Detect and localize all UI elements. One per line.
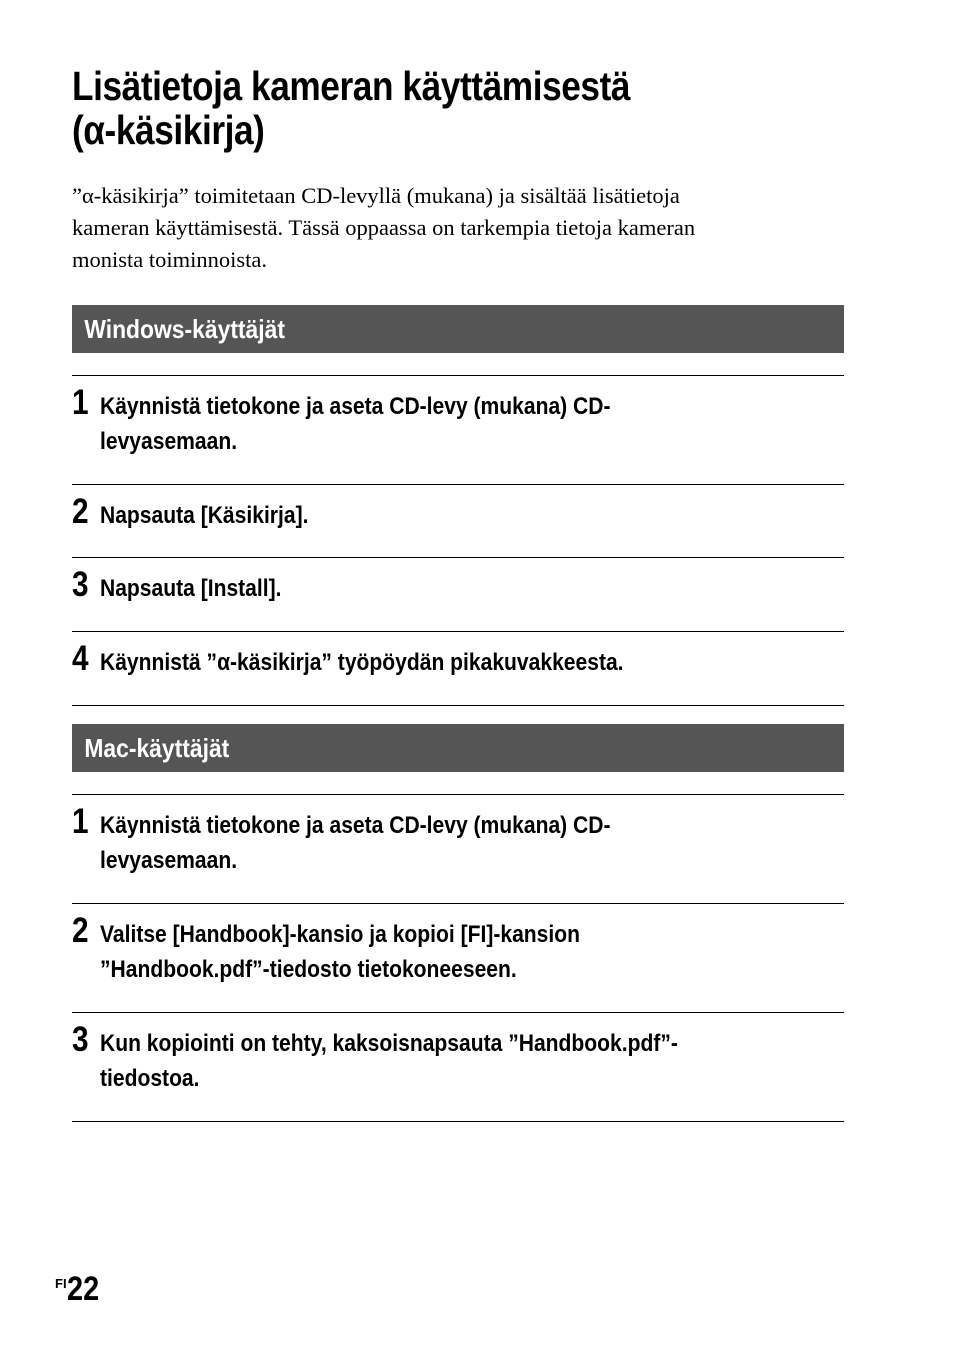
step-number: 2 [72,492,89,531]
page-title-line-1: Lisätietoja kameran käyttämisestä [72,63,631,109]
language-code: FI [55,1276,67,1291]
step-text [100,917,754,987]
step-text-line: levyasemaan. [100,847,238,874]
step-text [100,1026,754,1096]
page-title-line-2: (α-käsikirja) [72,107,265,153]
step-text-line: Napsauta [Käsikirja]. [100,502,309,529]
step-text-line: Kun kopiointi on tehty, kaksoisnapsauta ”Handbook.pdf”- [100,1030,678,1057]
divider [72,1012,844,1013]
section-heading-windows [72,305,844,353]
step-text [100,498,754,533]
step-text [100,571,754,606]
step-number: 2 [72,911,89,950]
page-number [55,1270,104,1309]
page-number-value: 22 [66,1270,99,1308]
section-heading-mac [72,724,844,772]
divider [72,484,844,485]
divider [72,903,844,904]
intro-line-1: ”α-käsikirja” toimitetaan CD-levyllä (mukana) ja sisältää lisätietoja [72,183,680,208]
divider [72,557,844,558]
step-number: 4 [72,639,89,678]
step-text [100,645,754,680]
intro-line-2: kameran käyttämisestä. Tässä oppaassa on tarkempia tietoja kameran [72,215,696,240]
step-text-line: Käynnistä tietokone ja aseta CD-levy (mukana) CD- [100,812,611,839]
intro-line-3: monista toiminnoista. [72,247,267,272]
step-text-line: Valitse [Handbook]-kansio ja kopioi [FI]-kansion [100,921,581,948]
section-heading-windows-label: Windows-käyttäjät [84,314,285,344]
section-heading-mac-label: Mac-käyttäjät [84,733,230,763]
divider [72,794,844,795]
step-text-line: Käynnistä ”α-käsikirja” työpöydän pikakuvakkeesta. [100,649,624,676]
step-number: 3 [72,1020,89,1059]
intro-paragraph [72,180,832,276]
step-text [100,389,754,459]
divider [72,375,844,376]
step-number: 3 [72,565,89,604]
step-text [100,808,754,878]
step-text-line: Napsauta [Install]. [100,575,282,602]
step-text-line: tiedostoa. [100,1065,200,1092]
step-number: 1 [72,802,89,841]
step-text-line: ”Handbook.pdf”-tiedosto tietokoneeseen. [100,956,517,983]
step-number: 1 [72,383,89,422]
divider [72,1121,844,1122]
divider [72,705,844,706]
step-text-line: Käynnistä tietokone ja aseta CD-levy (mukana) CD- [100,393,611,420]
step-text-line: levyasemaan. [100,428,238,455]
page-title [72,64,743,152]
divider [72,631,844,632]
